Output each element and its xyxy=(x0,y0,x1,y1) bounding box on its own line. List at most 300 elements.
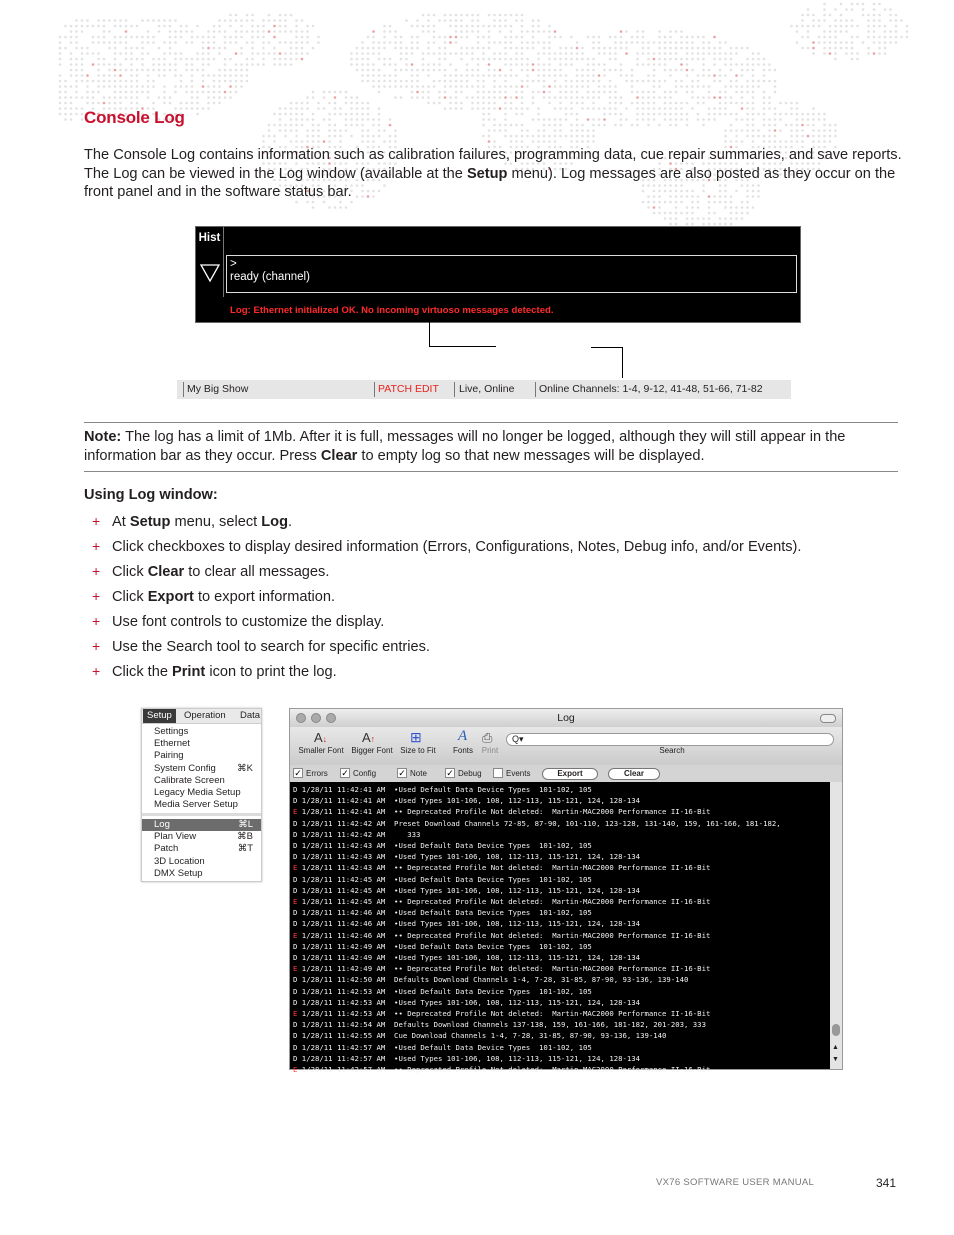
map-dot xyxy=(75,96,78,99)
map-dot xyxy=(510,36,513,39)
map-dot xyxy=(669,74,672,77)
map-dot xyxy=(713,223,716,226)
map-dot xyxy=(752,85,755,88)
map-dot xyxy=(625,74,628,77)
map-dot xyxy=(592,102,595,105)
map-dot xyxy=(119,19,122,22)
map-dot xyxy=(488,74,491,77)
bigger-font-icon[interactable]: A↑ xyxy=(362,730,376,745)
map-dot xyxy=(735,80,738,83)
map-dot xyxy=(526,129,529,132)
map-dot xyxy=(680,47,683,50)
map-dot xyxy=(515,124,518,127)
map-dot xyxy=(504,85,507,88)
map-dot xyxy=(477,107,480,110)
filter-checkbox[interactable] xyxy=(493,768,503,778)
map-dot xyxy=(823,135,826,138)
log-message: 1/28/11 11:42:55 AM Cue Download Channels 1-4, 7-28, 31-85, 87-90, 93-136, 139-140 xyxy=(297,1031,667,1041)
map-dot xyxy=(356,107,359,110)
map-dot xyxy=(493,52,496,55)
map-dot xyxy=(191,74,194,77)
map-dot xyxy=(92,63,95,66)
map-dot xyxy=(708,206,711,209)
map-dot xyxy=(75,74,78,77)
map-dot xyxy=(218,74,221,77)
map-dot xyxy=(664,217,667,220)
map-dot xyxy=(851,36,854,39)
map-dot xyxy=(631,41,634,44)
map-dot xyxy=(482,113,485,116)
map-dot xyxy=(724,41,727,44)
menu-operation[interactable]: Operation xyxy=(184,710,226,721)
map-dot xyxy=(752,80,755,83)
map-dot xyxy=(499,69,502,72)
map-dot xyxy=(488,140,491,143)
map-dot xyxy=(383,41,386,44)
map-dot xyxy=(284,14,287,17)
map-dot xyxy=(400,96,403,99)
map-dot xyxy=(730,113,733,116)
step-text: Click checkboxes to display desired information (Errors, Configurations, Notes, Debug info, and/or Events). xyxy=(112,539,802,555)
map-dot xyxy=(427,69,430,72)
map-dot xyxy=(647,52,650,55)
map-dot xyxy=(136,58,139,61)
map-dot xyxy=(422,96,425,99)
map-dot xyxy=(526,30,529,33)
map-dot xyxy=(290,14,293,17)
map-dot xyxy=(691,212,694,215)
map-dot xyxy=(603,91,606,94)
map-dot xyxy=(81,107,84,110)
map-dot xyxy=(163,63,166,66)
log-scrollbar[interactable] xyxy=(830,782,842,1069)
menu-item[interactable]: Log xyxy=(154,819,170,830)
map-dot xyxy=(570,36,573,39)
map-dot xyxy=(664,91,667,94)
map-dot xyxy=(312,124,315,127)
menu-item[interactable]: Plan View xyxy=(154,831,197,843)
map-dot xyxy=(416,96,419,99)
map-dot xyxy=(312,129,315,132)
map-dot xyxy=(251,14,254,17)
map-dot xyxy=(719,41,722,44)
map-dot xyxy=(367,135,370,138)
map-dot xyxy=(367,118,370,121)
log-row xyxy=(293,930,710,941)
map-dot xyxy=(834,41,837,44)
map-dot xyxy=(570,58,573,61)
map-dot xyxy=(702,58,705,61)
toolbar-toggle-icon[interactable] xyxy=(820,714,836,723)
map-dot xyxy=(521,96,524,99)
map-dot xyxy=(669,212,672,215)
filter-checkbox[interactable]: ✓ xyxy=(398,768,406,778)
map-dot xyxy=(680,69,683,72)
map-dot xyxy=(609,52,612,55)
map-dot xyxy=(686,63,689,66)
map-dot xyxy=(768,124,771,127)
map-dot xyxy=(75,80,78,83)
section-heading: Console Log xyxy=(84,108,185,127)
map-dot xyxy=(669,96,672,99)
menu-item[interactable]: Settings xyxy=(154,726,189,737)
map-dot xyxy=(741,212,744,215)
map-dot xyxy=(752,74,755,77)
map-dot xyxy=(614,91,617,94)
map-dot xyxy=(752,124,755,127)
size-to-fit-icon[interactable]: ⊞ xyxy=(410,729,422,745)
map-dot xyxy=(620,74,623,77)
map-dot xyxy=(301,58,304,61)
filter-checkbox[interactable]: ✓ xyxy=(294,768,302,778)
map-dot xyxy=(581,96,584,99)
map-dot xyxy=(97,19,100,22)
divider-rule xyxy=(84,422,898,423)
filter-checkbox[interactable]: ✓ xyxy=(446,768,454,778)
map-dot xyxy=(752,135,755,138)
map-dot xyxy=(812,14,815,17)
map-dot xyxy=(378,85,381,88)
map-dot xyxy=(97,91,100,94)
map-dot xyxy=(64,91,67,94)
map-dot xyxy=(713,63,716,66)
map-dot xyxy=(262,25,265,28)
map-dot xyxy=(240,85,243,88)
log-message-area[interactable] xyxy=(290,782,830,1074)
map-dot xyxy=(554,135,557,138)
menu-item[interactable]: Patch xyxy=(154,843,179,855)
map-dot xyxy=(152,41,155,44)
map-dot xyxy=(213,47,216,50)
map-dot xyxy=(180,74,183,77)
menu-item[interactable]: Media Server Setup xyxy=(154,799,238,811)
map-dot xyxy=(130,74,133,77)
map-dot xyxy=(592,91,595,94)
map-dot xyxy=(460,36,463,39)
map-dot xyxy=(570,124,573,127)
map-dot xyxy=(213,102,216,105)
menu-data[interactable]: Data xyxy=(240,710,261,721)
map-dot xyxy=(97,102,100,105)
map-dot xyxy=(636,91,639,94)
map-dot xyxy=(642,118,645,121)
log-title-bar xyxy=(290,709,842,727)
map-dot xyxy=(372,118,375,121)
map-dot xyxy=(697,118,700,121)
map-dot xyxy=(510,107,513,110)
map-dot xyxy=(576,69,579,72)
map-dot xyxy=(664,102,667,105)
log-message: 1/28/11 11:42:49 AM •Used Default Data Device Types 101-102, 105 xyxy=(297,941,592,951)
map-dot xyxy=(482,135,485,138)
map-dot xyxy=(411,52,414,55)
map-dot xyxy=(152,19,155,22)
map-dot xyxy=(873,41,876,44)
fonts-icon[interactable]: A xyxy=(458,728,468,744)
map-dot xyxy=(620,96,623,99)
map-dot xyxy=(488,41,491,44)
map-dot xyxy=(196,25,199,28)
map-dot xyxy=(213,25,216,28)
map-dot xyxy=(86,85,89,88)
map-dot xyxy=(202,52,205,55)
map-dot xyxy=(64,85,67,88)
map-dot xyxy=(576,118,579,121)
bullet-plus: + xyxy=(92,513,101,529)
map-dot xyxy=(466,96,469,99)
map-dot xyxy=(620,118,623,121)
log-type: D xyxy=(293,852,298,862)
map-dot xyxy=(97,85,100,88)
map-dot xyxy=(438,91,441,94)
map-dot xyxy=(873,30,876,33)
search-input[interactable]: Q▾ xyxy=(506,733,834,746)
map-dot xyxy=(719,80,722,83)
map-dot xyxy=(598,47,601,50)
scroll-thumb[interactable] xyxy=(832,1024,840,1036)
map-dot xyxy=(444,52,447,55)
map-dot xyxy=(581,47,584,50)
map-dot xyxy=(301,113,304,116)
map-dot xyxy=(884,25,887,28)
command-line-box[interactable] xyxy=(226,255,797,293)
map-dot xyxy=(334,206,337,209)
map-dot xyxy=(642,36,645,39)
map-dot xyxy=(460,91,463,94)
map-dot xyxy=(312,25,315,28)
map-dot xyxy=(251,52,254,55)
map-dot xyxy=(532,91,535,94)
map-dot xyxy=(647,47,650,50)
hist-button[interactable]: Hist xyxy=(198,232,221,244)
map-dot xyxy=(433,52,436,55)
map-dot xyxy=(114,80,117,83)
map-dot xyxy=(559,74,562,77)
map-dot xyxy=(257,63,260,66)
menu-item[interactable]: Legacy Media Setup xyxy=(154,787,241,798)
map-dot xyxy=(708,41,711,44)
map-dot xyxy=(367,36,370,39)
map-dot xyxy=(543,140,546,143)
map-dot xyxy=(488,135,491,138)
map-dot xyxy=(521,124,524,127)
map-dot xyxy=(114,25,117,28)
map-dot xyxy=(125,85,128,88)
map-dot xyxy=(543,91,546,94)
map-dot xyxy=(620,47,623,50)
map-dot xyxy=(631,36,634,39)
map-dot xyxy=(284,107,287,110)
map-dot xyxy=(801,135,804,138)
map-dot xyxy=(482,118,485,121)
map-dot xyxy=(763,74,766,77)
map-dot xyxy=(147,69,150,72)
log-row xyxy=(293,1053,640,1064)
map-dot xyxy=(295,118,298,121)
log-type: E xyxy=(293,1065,298,1074)
map-dot xyxy=(295,19,298,22)
map-dot xyxy=(598,52,601,55)
map-dot xyxy=(273,63,276,66)
map-dot xyxy=(466,25,469,28)
map-dot xyxy=(147,41,150,44)
map-dot xyxy=(103,74,106,77)
scroll-up-icon[interactable]: ▲ xyxy=(832,1044,839,1051)
map-dot xyxy=(493,124,496,127)
map-dot xyxy=(543,69,546,72)
menu-item[interactable]: Calibrate Screen xyxy=(154,774,225,786)
menu-item[interactable]: 3D Location xyxy=(154,855,205,867)
map-dot xyxy=(361,118,364,121)
map-dot xyxy=(482,124,485,127)
map-dot xyxy=(229,85,232,88)
step-item xyxy=(92,512,801,537)
map-dot xyxy=(477,19,480,22)
map-dot xyxy=(889,19,892,22)
map-dot xyxy=(614,58,617,61)
map-dot xyxy=(477,80,480,83)
map-dot xyxy=(389,85,392,88)
map-dot xyxy=(125,30,128,33)
map-dot xyxy=(647,118,650,121)
map-dot xyxy=(273,25,276,28)
console-panel xyxy=(195,226,801,323)
map-dot xyxy=(554,74,557,77)
map-dot xyxy=(812,118,815,121)
map-dot xyxy=(851,3,854,6)
map-dot xyxy=(389,80,392,83)
map-dot xyxy=(405,63,408,66)
menu-item[interactable]: Ethernet xyxy=(154,738,190,750)
map-dot xyxy=(631,91,634,94)
map-dot xyxy=(246,19,249,22)
triangle-down-icon[interactable] xyxy=(200,263,220,283)
map-dot xyxy=(416,47,419,50)
map-dot xyxy=(345,102,348,105)
map-dot xyxy=(477,91,480,94)
map-dot xyxy=(163,58,166,61)
map-dot xyxy=(884,52,887,55)
map-dot xyxy=(202,74,205,77)
map-dot xyxy=(119,36,122,39)
map-dot xyxy=(576,58,579,61)
map-dot xyxy=(136,25,139,28)
map-dot xyxy=(636,36,639,39)
map-dot xyxy=(229,96,232,99)
map-dot xyxy=(592,129,595,132)
map-dot xyxy=(279,52,282,55)
step-text: Click xyxy=(112,589,148,605)
map-dot xyxy=(284,58,287,61)
map-dot xyxy=(504,47,507,50)
map-dot xyxy=(295,124,298,127)
print-icon[interactable]: ⎙ xyxy=(482,730,493,745)
map-dot xyxy=(620,113,623,116)
map-dot xyxy=(554,69,557,72)
map-dot xyxy=(537,135,540,138)
map-dot xyxy=(328,91,331,94)
menu-item[interactable]: DMX Setup xyxy=(154,867,203,879)
map-dot xyxy=(273,113,276,116)
map-dot xyxy=(537,63,540,66)
map-dot xyxy=(686,69,689,72)
map-dot xyxy=(477,74,480,77)
map-dot xyxy=(59,52,62,55)
map-dot xyxy=(796,30,799,33)
map-dot xyxy=(306,135,309,138)
map-dot xyxy=(873,52,876,55)
map-dot xyxy=(499,25,502,28)
map-dot xyxy=(108,19,111,22)
map-dot xyxy=(521,63,524,66)
map-dot xyxy=(191,58,194,61)
map-dot xyxy=(812,140,815,143)
map-dot xyxy=(757,58,760,61)
menu-item[interactable]: Pairing xyxy=(154,750,184,762)
map-dot xyxy=(130,36,133,39)
scroll-down-icon[interactable]: ▼ xyxy=(832,1056,839,1063)
map-dot xyxy=(724,113,727,116)
map-dot xyxy=(229,14,232,17)
map-dot xyxy=(675,91,678,94)
map-dot xyxy=(207,85,210,88)
map-dot xyxy=(86,25,89,28)
map-dot xyxy=(356,52,359,55)
map-dot xyxy=(125,52,128,55)
map-dot xyxy=(504,41,507,44)
map-dot xyxy=(97,58,100,61)
map-dot xyxy=(218,25,221,28)
map-dot xyxy=(537,80,540,83)
map-dot xyxy=(372,52,375,55)
smaller-font-icon[interactable]: A↓ xyxy=(314,730,328,745)
log-type: E xyxy=(293,863,298,873)
map-dot xyxy=(587,80,590,83)
map-dot xyxy=(889,36,892,39)
map-dot xyxy=(521,25,524,28)
menu-setup[interactable]: Setup xyxy=(143,709,176,723)
map-dot xyxy=(471,74,474,77)
map-dot xyxy=(790,140,793,143)
map-dot xyxy=(152,85,155,88)
menu-item[interactable]: System Config xyxy=(154,762,216,774)
map-dot xyxy=(521,36,524,39)
export-button[interactable]: Export xyxy=(542,768,598,780)
map-dot xyxy=(411,25,414,28)
map-dot xyxy=(801,140,804,143)
map-dot xyxy=(262,41,265,44)
filter-checkbox[interactable]: ✓ xyxy=(341,768,349,778)
map-dot xyxy=(81,47,84,50)
map-dot xyxy=(75,47,78,50)
map-dot xyxy=(664,69,667,72)
map-dot xyxy=(658,212,661,215)
map-dot xyxy=(141,36,144,39)
map-dot xyxy=(598,118,601,121)
clear-button[interactable]: Clear xyxy=(608,768,660,780)
map-dot xyxy=(752,69,755,72)
map-dot xyxy=(372,41,375,44)
map-dot xyxy=(103,30,106,33)
log-row xyxy=(293,941,592,952)
map-dot xyxy=(614,69,617,72)
log-row xyxy=(293,974,688,985)
map-dot xyxy=(675,118,678,121)
map-dot xyxy=(620,124,623,127)
log-message: 1/28/11 11:42:43 AM •• Deprecated Profile Not deleted: Martin-MAC2000 Performance II-16-Bit xyxy=(297,863,711,873)
map-dot xyxy=(653,58,656,61)
map-dot xyxy=(482,85,485,88)
